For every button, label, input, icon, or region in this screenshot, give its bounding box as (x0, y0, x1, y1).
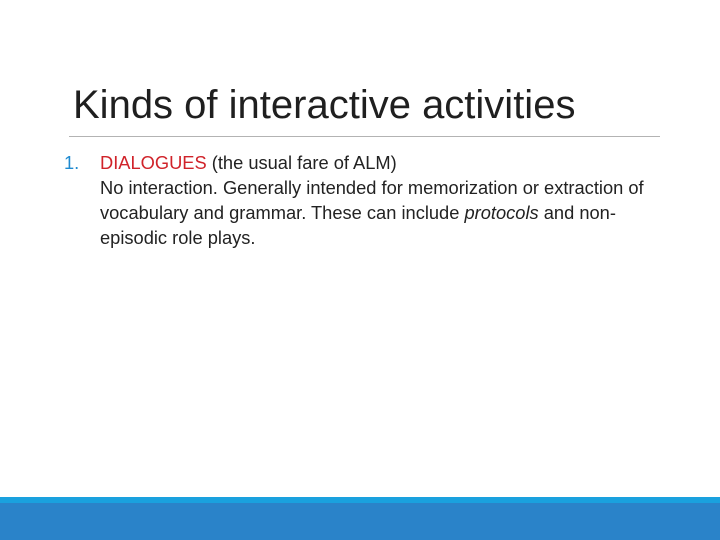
slide-title: Kinds of interactive activities (73, 83, 576, 127)
list-item (64, 150, 664, 250)
item-number: 1. (64, 152, 80, 173)
footer-bar-highlight (0, 497, 720, 503)
item-description-emphasis: protocols (464, 202, 539, 223)
item-heading-note: (the usual fare of ALM) (206, 152, 397, 173)
bullet-list (64, 150, 664, 250)
item-description (100, 175, 664, 250)
item-description-text: No interaction. Generally intended for memorization or extraction of vocabulary and grammar. These can include (100, 177, 644, 223)
item-description-tail: and non-episodic role plays. (100, 202, 616, 248)
footer-bar (0, 497, 720, 540)
title-underline (69, 136, 660, 137)
item-heading: DIALOGUES (100, 152, 207, 173)
